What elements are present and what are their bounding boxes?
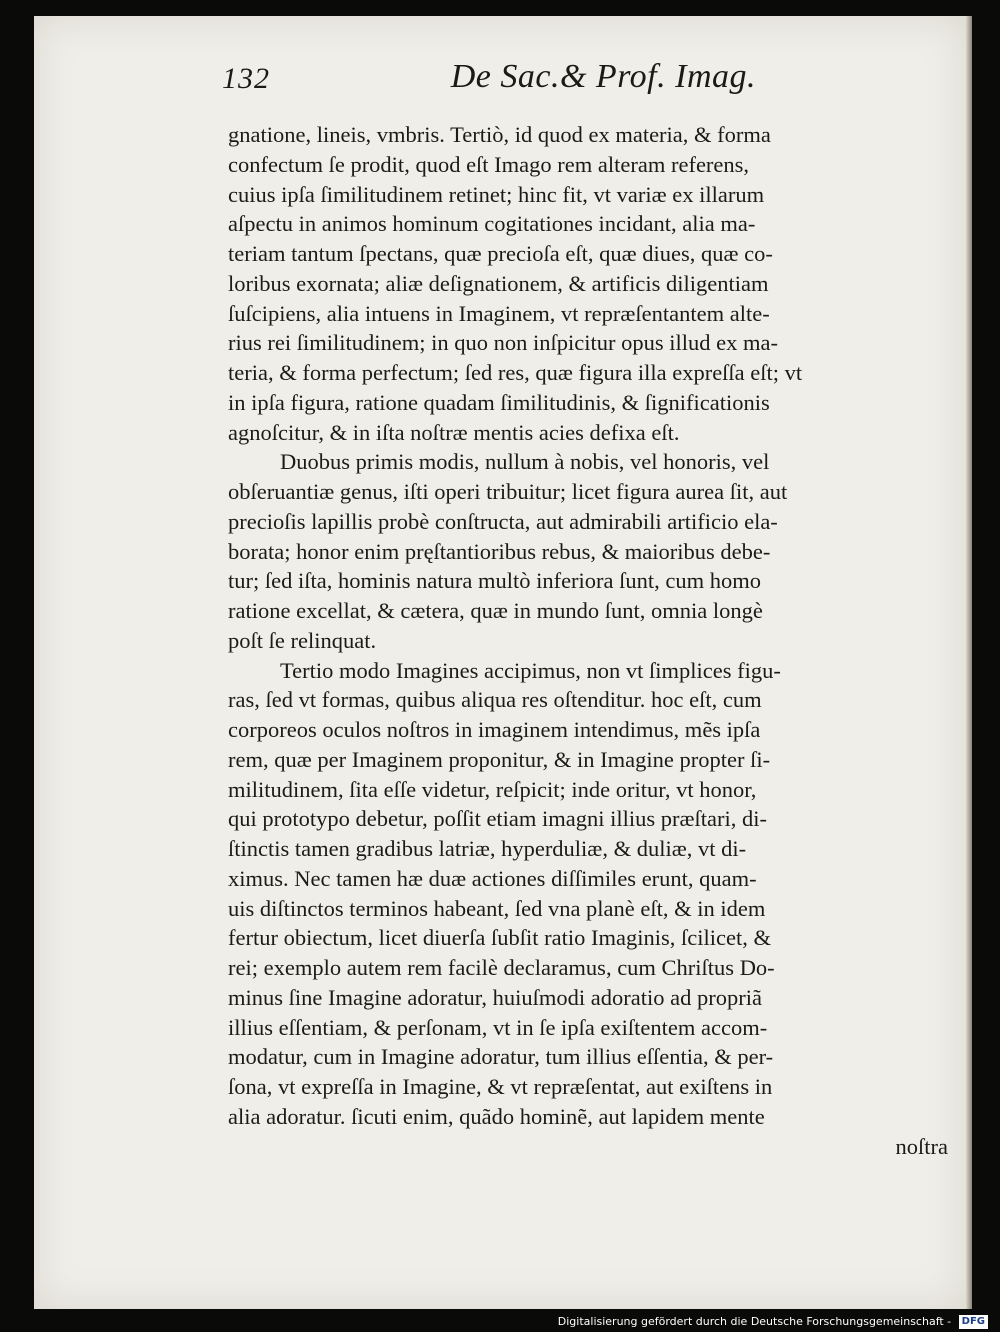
- text-line: precioſis lapillis probè conſtructa, aut admirabili artificio ela-: [228, 508, 778, 534]
- text-line: cuius ipſa ſimilitudinem retinet; hinc fit, vt variæ ex illarum: [228, 181, 765, 207]
- text-line: gnatione, lineis, vmbris. Tertiò, id quod ex materia, & forma: [228, 122, 771, 147]
- text-line: rei; exemplo autem rem facilè declaramus, cum Chriſtus Do-: [228, 955, 775, 980]
- paragraph-start-line: Tertio modo Imagines accipimus, non vt ſimplices figu-: [280, 657, 781, 683]
- catchword: noſtra: [895, 1133, 948, 1159]
- funding-credit: Digitalisierung gefördert durch die Deutsche Forschungsgemeinschaft -: [557, 1315, 952, 1328]
- text-line: qui prototypo debetur, poſſit etiam imagni illius præſtari, di-: [228, 806, 768, 832]
- text-line: teriam tantum ſpectans, quæ precioſa eſt, quæ diues, quæ co-: [228, 241, 773, 266]
- digitization-footer: [0, 1312, 988, 1332]
- text-line: teria, & forma perfectum; ſed res, quæ figura illa expreſſa eſt; vt: [228, 360, 803, 385]
- text-line: alia adoratur. ſicuti enim, quãdo hominẽ, aut lapidem mente: [228, 1103, 765, 1129]
- text-line: loribus exornata; aliæ deſignationem, & artificis diligentiam: [228, 270, 769, 296]
- text-line: ſuſcipiens, alia intuens in Imaginem, vt repræſentantem alte-: [228, 300, 770, 326]
- text-line: tur; ſed iſta, hominis natura multò inferiora ſunt, cum homo: [228, 568, 762, 594]
- text-line: fertur obiectum, licet diuerſa ſubſit ratio Imaginis, ſcilicet, &: [228, 925, 771, 951]
- text-line: ras, ſed vt formas, quibus aliqua res oſtenditur. hoc eſt, cum: [228, 687, 762, 713]
- text-line: aſpectu in animos hominum cogitationes incidant, alia ma-: [228, 211, 756, 237]
- page-number: 132: [222, 62, 270, 95]
- text-line: militudinem, ſita eſſe videtur, reſpicit; inde oritur, vt honor,: [228, 776, 757, 802]
- text-line: obſeruantiæ genus, iſti operi tribuitur; licet figura aurea ſit, aut: [228, 479, 788, 504]
- text-line: in ipſa figura, ratione quadam ſimilitudinis, & ſignificationis: [228, 389, 770, 415]
- text-line: illius eſſentiam, & perſonam, vt in ſe ipſa exiſtentem accom-: [228, 1014, 768, 1040]
- text-line: rius rei ſimilitudinem; in quo non inſpicitur opus illud ex ma-: [228, 330, 778, 356]
- text-line: corporeos oculos noſtros in imaginem intendimus, mẽs ipſa: [228, 717, 761, 742]
- body-text: [228, 120, 948, 1161]
- book-page: [34, 16, 966, 1309]
- text-line: ratione excellat, & cætera, quæ in mundo ſunt, omnia longè: [228, 598, 763, 623]
- text-line: modatur, cum in Imagine adoratur, tum illius eſſentia, & per-: [228, 1044, 774, 1070]
- text-line: ſtinctis tamen gradibus latriæ, hyperduliæ, & duliæ, vt di-: [228, 836, 747, 861]
- text-line: uis diſtinctos terminos habeant, ſed vna planè eſt, & in idem: [228, 895, 766, 921]
- text-line: minus ſine Imagine adoratur, huiuſmodi adoratio ad propriã: [228, 984, 762, 1010]
- text-line: borata; honor enim pręſtantioribus rebus, & maioribus debe-: [228, 538, 771, 564]
- text-line: poſt ſe relinquat.: [228, 627, 377, 653]
- dfg-logo: DFG: [959, 1315, 988, 1329]
- paragraph-start-line: Duobus primis modis, nullum à nobis, vel honoris, vel: [280, 449, 770, 475]
- text-line: rem, quæ per Imaginem proponitur, & in Imagine propter ſi-: [228, 746, 771, 772]
- text-line: agnoſcitur, & in iſta noſtræ mentis acies defixa eſt.: [228, 419, 680, 445]
- page-edge: [966, 16, 972, 1309]
- running-title: De Sac.& Prof. Imag.: [450, 58, 756, 95]
- text-line: confectum ſe prodit, quod eſt Imago rem alteram referens,: [228, 151, 750, 177]
- text-line: ximus. Nec tamen hæ duæ actiones diſſimiles erunt, quam-: [228, 865, 757, 891]
- text-line: ſona, vt expreſſa in Imagine, & vt repræſentat, aut exiſtens in: [228, 1074, 773, 1099]
- running-head: [222, 56, 896, 106]
